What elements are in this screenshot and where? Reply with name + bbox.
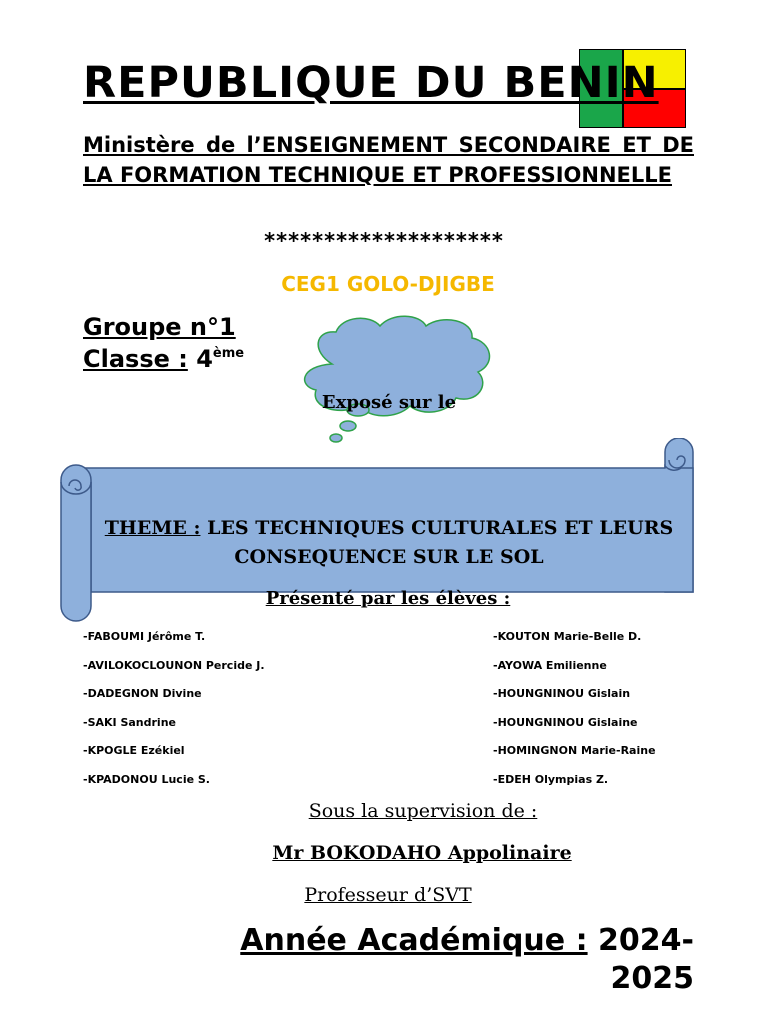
student-name: -SAKI Sandrine	[83, 715, 176, 729]
academic-year	[200, 922, 694, 998]
student-name: -KPOGLE Ezékiel	[83, 744, 185, 758]
ministry-name: Ministère de l’ENSEIGNEMENT SECONDAIRE ET DE LA FORMATION TECHNIQUE ET PROFESSIONNELLE	[83, 133, 694, 187]
supervision-label: Sous la supervision de :	[308, 800, 538, 822]
student-name: -DADEGNON Divine	[83, 687, 202, 701]
separator-stars: ********************	[264, 229, 504, 253]
class-label: Classe :	[83, 345, 188, 373]
student-name: -KPADONOU Lucie S.	[83, 772, 210, 786]
academic-year-label: Année Académique :	[240, 923, 588, 958]
theme-text	[95, 514, 683, 572]
thought-cloud	[292, 312, 500, 444]
student-name: -KOUTON Marie-Belle D.	[493, 630, 642, 643]
group-number: Groupe n°1	[83, 313, 236, 341]
student-name: -AYOWA Emilienne	[493, 658, 607, 672]
school-name: CEG1 GOLO-DJIGBE	[281, 272, 495, 296]
supervisor-role: Professeur d’SVT	[304, 884, 472, 906]
student-name: -EDEH Olympias Z.	[493, 772, 609, 786]
student-name: -FABOUMI Jérôme T.	[83, 630, 206, 643]
academic-year-start: 2024-	[598, 923, 694, 958]
theme-label: THEME :	[104, 517, 201, 539]
class-line	[83, 345, 244, 373]
students-left-column	[83, 627, 265, 799]
supervisor-name: Mr BOKODAHO Appolinaire	[272, 842, 572, 864]
class-value: 4	[196, 345, 213, 373]
academic-year-end: 2025	[610, 961, 694, 996]
presented-by-heading: Présenté par les élèves :	[265, 588, 511, 609]
student-name: -HOUNGNINOU Gislaine	[493, 715, 638, 729]
cloud-text: Exposé sur le	[321, 392, 457, 413]
students-right-column	[493, 627, 656, 799]
student-name: -AVILOKOCLOUNON Percide J.	[83, 658, 265, 672]
theme-title: LES TECHNIQUES CULTURALES ET LEURS CONSEQUENCE SUR LE SOL	[207, 517, 674, 568]
class-superscript: ème	[212, 346, 245, 361]
student-name: -HOUNGNINOU Gislain	[493, 687, 631, 701]
student-name: -HOMINGNON Marie-Raine	[493, 744, 656, 758]
page-title: REPUBLIQUE DU BENIN	[83, 58, 659, 108]
